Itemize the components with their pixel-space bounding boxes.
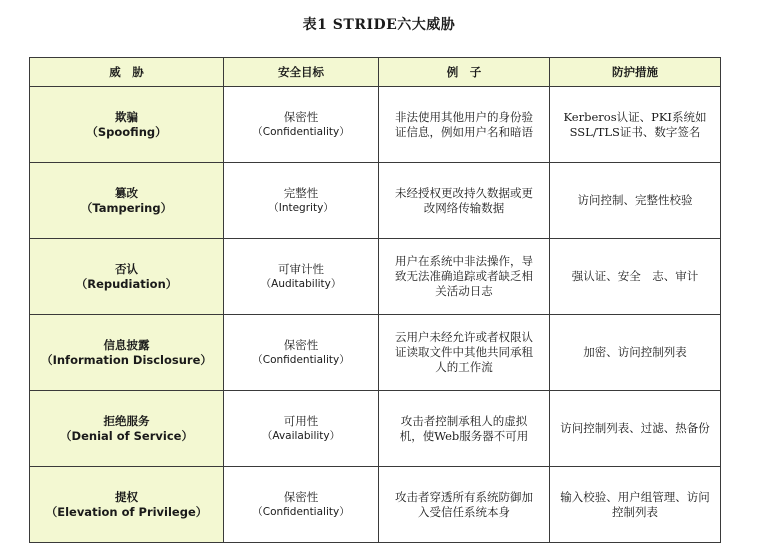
defense-text: 访问控制列表、过滤、热备份 bbox=[560, 421, 710, 435]
threat-name-cn: 欺骗 bbox=[115, 109, 138, 124]
table-row bbox=[30, 163, 721, 239]
defense-cell bbox=[550, 239, 721, 315]
example-text: 云用户未经允许或者权限认证读取文件中其他共同承租人的工作流 bbox=[395, 330, 533, 374]
goal-name-cn: 保密性 bbox=[283, 109, 319, 124]
defense-text: 强认证、安全 志、审计 bbox=[571, 269, 699, 283]
stride-threats-table bbox=[29, 57, 721, 543]
defense-cell bbox=[550, 163, 721, 239]
defense-cell bbox=[550, 87, 721, 163]
threat-name-en: （Denial of Service） bbox=[60, 428, 193, 443]
table-row bbox=[30, 87, 721, 163]
defense-text: 输入校验、用户组管理、访问控制列表 bbox=[560, 489, 710, 519]
goal-cell bbox=[224, 391, 379, 467]
threat-name-cn: 否认 bbox=[115, 261, 138, 276]
example-cell bbox=[379, 87, 550, 163]
goal-name-cn: 保密性 bbox=[283, 337, 319, 352]
goal-name-en: （Confidentiality） bbox=[252, 353, 350, 366]
example-cell bbox=[379, 163, 550, 239]
goal-name-en: （Auditability） bbox=[260, 277, 342, 290]
goal-cell bbox=[224, 87, 379, 163]
example-text: 非法使用其他用户的身份验证信息，例如用户名和暗语 bbox=[395, 109, 533, 139]
example-cell bbox=[379, 315, 550, 391]
goal-cell bbox=[224, 315, 379, 391]
example-cell bbox=[379, 391, 550, 467]
threat-name-en: （Elevation of Privilege） bbox=[45, 504, 208, 519]
table-caption: 表1 STRIDE六大威胁 bbox=[302, 17, 456, 33]
goal-cell bbox=[224, 239, 379, 315]
threat-name-cn: 信息披露 bbox=[103, 337, 150, 352]
threat-cell bbox=[30, 315, 224, 391]
threat-name-cn: 提权 bbox=[115, 489, 138, 504]
defense-cell bbox=[550, 315, 721, 391]
threat-name-en: （Repudiation） bbox=[75, 276, 178, 291]
defense-cell bbox=[550, 467, 721, 543]
table-row bbox=[30, 239, 721, 315]
threat-cell bbox=[30, 467, 224, 543]
threat-name-en: （Information Disclosure） bbox=[41, 352, 212, 367]
threat-name-en: （Spoofing） bbox=[86, 124, 167, 139]
table-row bbox=[30, 315, 721, 391]
goal-name-en: （Confidentiality） bbox=[252, 505, 350, 518]
goal-name-en: （Integrity） bbox=[268, 201, 334, 214]
header-example: 例 子 bbox=[379, 58, 550, 87]
threat-name-cn: 篡改 bbox=[115, 185, 138, 200]
header-goal: 安全目标 bbox=[224, 58, 379, 87]
threat-cell bbox=[30, 163, 224, 239]
example-text: 攻击者穿透所有系统防御加入受信任系统本身 bbox=[395, 489, 533, 519]
table-row bbox=[30, 467, 721, 543]
goal-name-cn: 可用性 bbox=[283, 413, 319, 428]
goal-name-cn: 可审计性 bbox=[278, 261, 324, 276]
threat-cell bbox=[30, 239, 224, 315]
goal-name-en: （Confidentiality） bbox=[252, 125, 350, 138]
goal-name-cn: 保密性 bbox=[283, 489, 319, 504]
threat-name-cn: 拒绝服务 bbox=[103, 413, 150, 428]
example-cell bbox=[379, 467, 550, 543]
defense-text: 访问控制、完整性校验 bbox=[577, 193, 693, 207]
example-text: 用户在系统中非法操作，导致无法准确追踪或者缺乏相关活动日志 bbox=[395, 254, 533, 298]
example-cell bbox=[379, 239, 550, 315]
goal-cell bbox=[224, 467, 379, 543]
threat-name-en: （Tampering） bbox=[80, 200, 173, 215]
example-text: 攻击者控制承租人的虚拟机，使Web服务器不可用 bbox=[399, 413, 529, 443]
threat-cell bbox=[30, 391, 224, 467]
goal-name-cn: 完整性 bbox=[283, 185, 319, 200]
table-row bbox=[30, 391, 721, 467]
goal-cell bbox=[224, 163, 379, 239]
defense-text: 加密、访问控制列表 bbox=[583, 345, 687, 359]
header-defense: 防护措施 bbox=[550, 58, 721, 87]
goal-name-en: （Availability） bbox=[261, 429, 341, 442]
threat-cell bbox=[30, 87, 224, 163]
defense-cell bbox=[550, 391, 721, 467]
defense-text: Kerberos认证、PKI系统如SSL/TLS证书、数字签名 bbox=[563, 109, 707, 139]
header-threat: 威 胁 bbox=[30, 58, 224, 87]
table-header-row bbox=[30, 58, 721, 87]
example-text: 未经授权更改持久数据或更改网络传输数据 bbox=[395, 185, 533, 215]
